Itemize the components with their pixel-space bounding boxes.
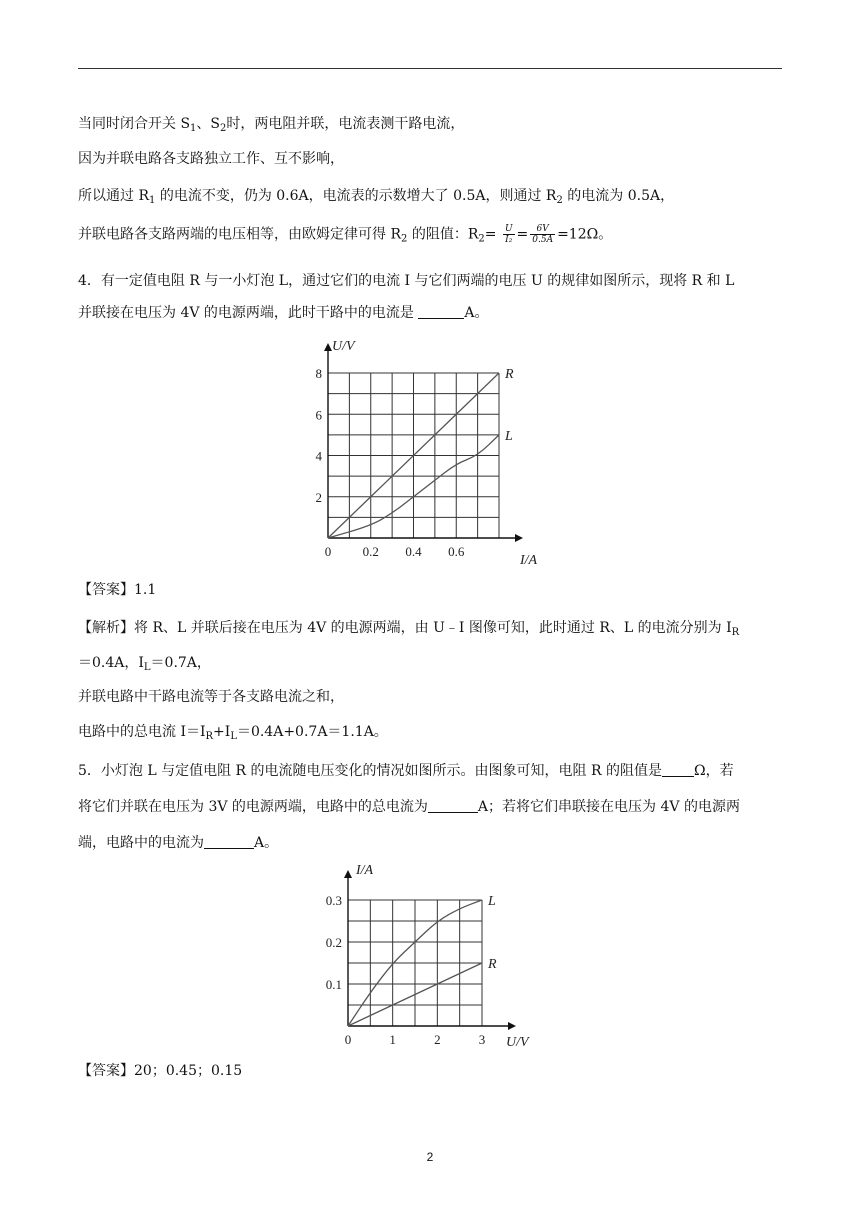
solution-line-2: 因为并联电路各支路独立工作、互不影响， xyxy=(78,151,344,167)
page-number: 2 xyxy=(426,1150,434,1164)
q4-line-2: 并联接在电压为 4V 的电源两端，此时干路中的电流是 A。 xyxy=(78,305,489,321)
fraction-6v-over-05a: $\frac{6V}{0.5A}$ xyxy=(532,224,554,245)
x-axis-label: U/V xyxy=(506,1035,529,1050)
series-label-r: R xyxy=(505,367,514,382)
y-tick-label: 4 xyxy=(315,448,322,464)
q4-analysis-4: 电路中的总电流 $I=I_R+I_L=0.4A+0.7A=1.1A$。 xyxy=(78,724,388,742)
q4-analysis-3: 并联电路中干路电流等于各支路电流之和， xyxy=(78,689,344,705)
q5-answer: 【答案】20；0.45；0.15 xyxy=(78,1063,243,1079)
y-tick-label: 8 xyxy=(315,366,322,381)
y-tick-label: 0.3 xyxy=(325,893,342,908)
x-tick-label: 0.4 xyxy=(405,544,422,559)
y-axis-arrow xyxy=(324,343,332,351)
x-tick-label: 0.6 xyxy=(448,544,465,559)
header-rule xyxy=(78,68,782,69)
y-tick-label: 0.2 xyxy=(325,935,342,950)
q4-answer: 【答案】1.1 xyxy=(78,582,157,598)
fraction-u-over-i2: $\frac{U}{\text{I₂}}$ xyxy=(504,224,513,245)
q5-line-3: 端，电路中的电流为 A。 xyxy=(78,835,279,851)
q4-ui-graph xyxy=(308,336,548,568)
q5-blank-resistance xyxy=(662,762,694,777)
solution-line-1: 当同时闭合开关 $S_1$、$S_2$时，两电阻并联，电流表测干路电流， xyxy=(78,116,465,134)
x-tick-label: 3 xyxy=(478,1032,486,1047)
solution-line-4: 并联电路各支路两端的电压相等，由欧姆定律可得 $R_2$ 的阻值：$R_2=$ $\frac{U}{\text{I₂}}$ = $\frac{6V}{0.5A}$ =12Ω。 xyxy=(78,224,613,245)
x-axis-arrow xyxy=(515,534,523,542)
x-tick-label: 0.2 xyxy=(362,544,379,559)
solution-line-3: 所以通过 $R_1$ 的电流不变，仍为 0.6A，电流表的示数增大了 0.5A，则通过 $R_2$ 的电流为 0.5A， xyxy=(78,188,675,206)
x-tick-label: 1 xyxy=(389,1032,396,1047)
q4-analysis-2: ＝0.4A，$I_L=0.7A$， xyxy=(78,655,211,673)
q5-blank-total-current xyxy=(428,798,478,813)
y-axis-label: U/V xyxy=(332,339,355,354)
y-tick-label: 0.1 xyxy=(325,977,342,992)
x-tick-label: 0 xyxy=(344,1032,352,1047)
q5-blank-series-current xyxy=(204,834,254,849)
series-label-l: L xyxy=(505,428,513,444)
series-label-l: L xyxy=(488,894,496,909)
y-tick-label: 6 xyxy=(315,407,322,423)
q5-line-2: 将它们并联在电压为 3V 的电源两端，电路中的总电流为 A；若将它们串联接在电压为 4V 的电源两 xyxy=(78,799,740,815)
y-axis-arrow xyxy=(344,870,352,878)
x-tick-label: 2 xyxy=(434,1032,441,1047)
q5-iu-graph xyxy=(318,858,548,1050)
q5-line-1: 5．小灯泡 L 与定值电阻 R 的电流随电压变化的情况如图所示。由图象可知，电阻 R 的阻值是 Ω，若 xyxy=(78,763,734,779)
series-label-r: R xyxy=(488,957,497,972)
q4-line-1: 4．有一定值电阻 R 与一小灯泡 L，通过它们的电流 I 与它们两端的电压 U 的规律如图所示，现将 R 和 L xyxy=(78,273,735,289)
x-axis-arrow xyxy=(508,1022,516,1030)
q4-answer-blank xyxy=(418,304,464,319)
y-tick-label: 2 xyxy=(315,489,322,505)
x-tick-label: 0 xyxy=(324,544,332,559)
x-axis-label: I/A xyxy=(520,553,538,568)
y-axis-label: I/A xyxy=(356,863,374,878)
q4-analysis-1: 【解析】将 R、L 并联后接在电压为 4V 的电源两端，由 U﹣I 图像可知，此时通过 R、L 的电流分别为 $I_R$ xyxy=(78,620,740,638)
